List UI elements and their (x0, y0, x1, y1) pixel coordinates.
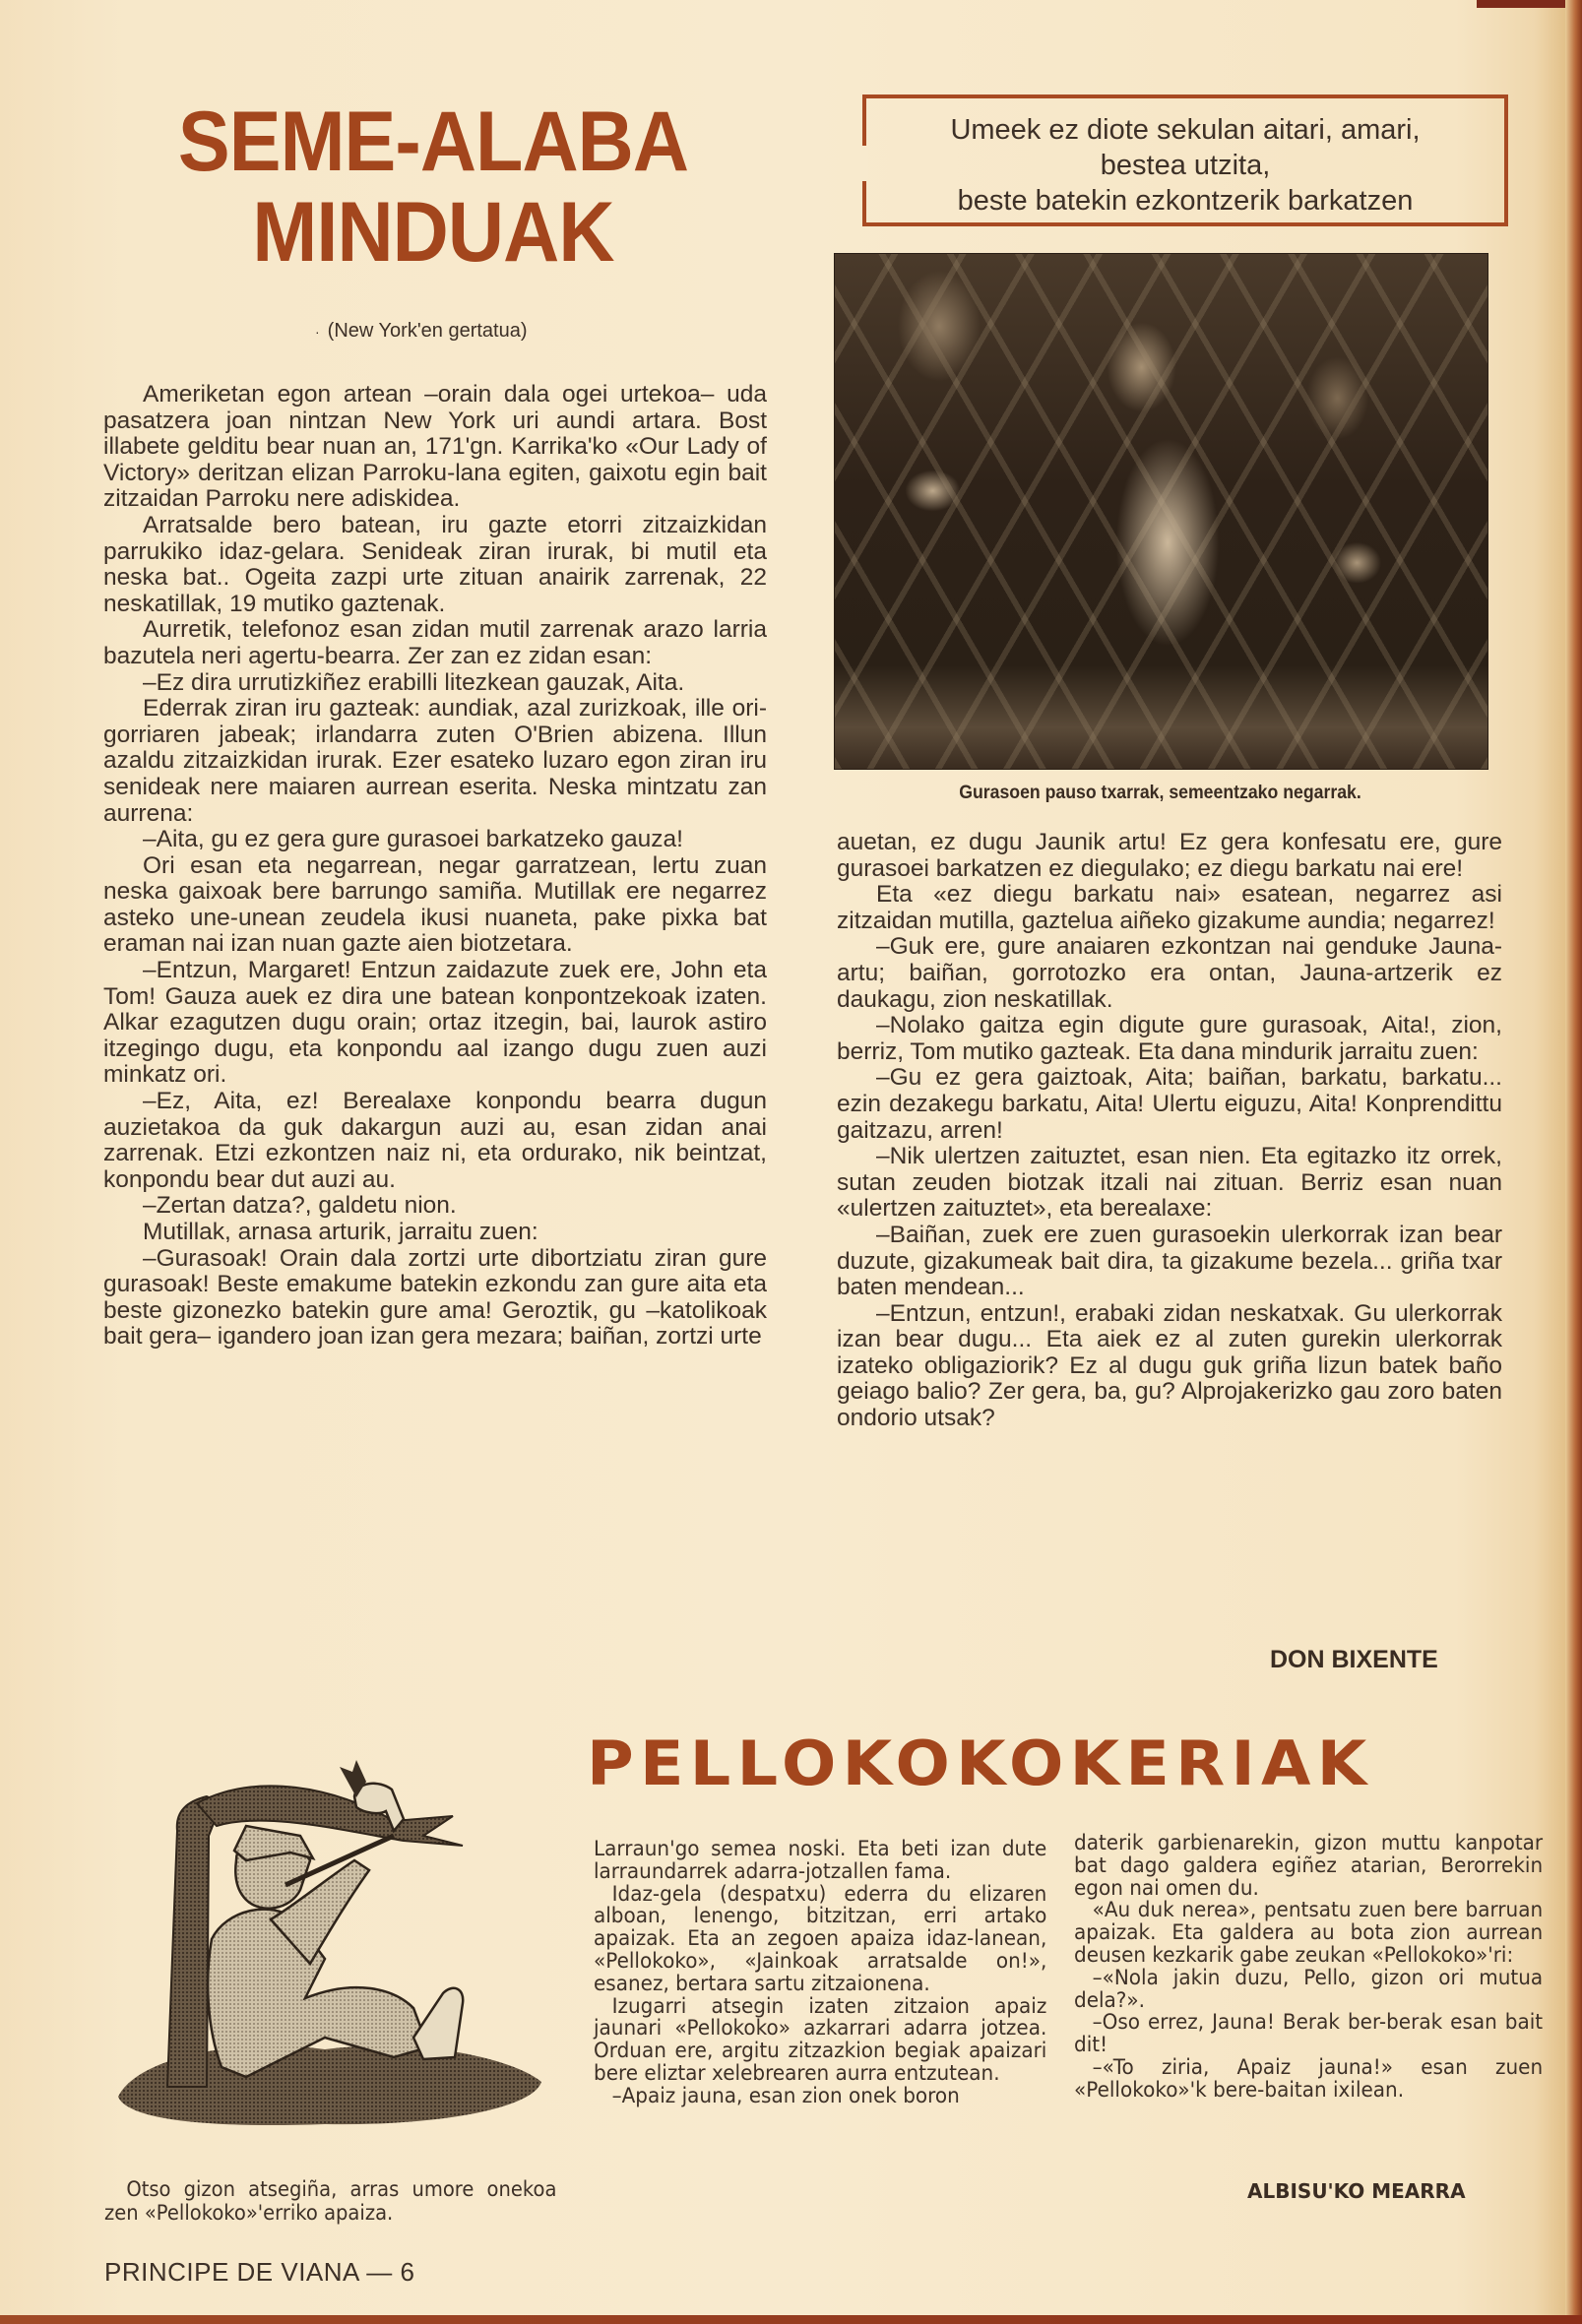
paragraph: –Ez, Aita, ez! Berealaxe konpondu bearra dugun auzietakoa da guk dakargun auzi au, esan zidan anai zarrenak. Etzi ezkontzen naiz ni, eta ordurako, nik beintzat, konpondu bear dut auzi au. (103, 1088, 767, 1193)
article-body-right-column (837, 830, 1502, 1432)
pellokoko-column-2 (1074, 1833, 1543, 2103)
paragraph: Eta «ez diegu barkatu nai» esatean, negarrez asi zitzaidan mutilla, gaztelua aiñeko gizakume aundia; negarrez! (837, 881, 1502, 934)
paragraph: –«Nola jakin duzu, Pello, gizon ori mutua dela?». (1074, 1965, 1544, 2013)
article-title-line1: SEME-ALABA (177, 94, 689, 189)
article-photo (834, 253, 1488, 770)
article-subtitle (315, 320, 528, 343)
pull-quote-border-gap (860, 146, 868, 181)
page-edge-bottom (0, 2315, 1582, 2324)
pellokoko-column-1 (594, 1839, 1046, 2108)
pull-quote-line1: Umeek ez diote sekulan aitari, amari, (950, 114, 1421, 146)
article-title (153, 96, 714, 278)
pellokoko-title: PELLOKOKOKERIAK (587, 1727, 1373, 1799)
pull-quote-line3: beste batekin ezkontzerik barkatzen (957, 185, 1414, 217)
bullet-icon: · (315, 324, 320, 340)
paragraph: Ederrak ziran iru gazteak: aundiak, azal zurizkoak, ille ori-gorriaren jabeak; irlandarra zuten O'Brien abizena. Illun azaldu zitzaizkidan irurak. Ezer esateko luzaro egon ziran iru senideak nere maiaren aurrean eserita. Neska mintzatu zan aurrena: (103, 695, 767, 827)
paragraph: Aurretik, telefonoz esan zidan mutil zarrenak arazo larria bazutela neri agertu-bearra. Zer zan ez zidan esan: (103, 616, 767, 669)
paragraph: Ameriketan egon artean –orain dala ogei urtekoa– uda pasatzera joan nintzan New York uri aundi artara. Bost illabete gelditu bear nuan an, 171'gn. Karrika'ko «Our Lady of Victory» deritzan elizan Parroku-lana egiten, gaixotu egin bait zitzaidan Parroku nere adiskidea. (103, 381, 767, 513)
article-byline: DON BIXENTE (1270, 1646, 1438, 1673)
paragraph: –Zertan datza?, galdetu nion. (143, 1192, 457, 1220)
paragraph: –Entzun, Margaret! Entzun zaidazute zuek ere, John eta Tom! Gauza auek ez dira une batean konpontzekoak izaten. Alkar ezagutzen dugu orain; ortaz itzegin, bai, laurok astiro itzegingo dugu, eta konpondu aal izango dugu zuen auzi minkatz ori. (103, 957, 767, 1089)
paragraph: –«To ziria, Apaiz jauna!» esan zuen «Pellokoko»'k bere-baitan ixilean. (1074, 2054, 1544, 2103)
publication-name: PRINCIPE DE VIANA (104, 2257, 359, 2287)
article-body-left-column (103, 382, 767, 1350)
paragraph: Izugarri atsegin izaten zitzaion apaiz jaunari «Pellokoko» azkarrari adarra jotzea. Orduan ere, argitu zitzazkion begiak apaizari bere eliztar xelebrearen aurra entzutean. (594, 1993, 1047, 2086)
pull-quote-box (862, 94, 1508, 226)
man-foot (413, 1988, 463, 2059)
tree-branch (197, 1786, 463, 1846)
paragraph: –Aita, gu ez gera gure gurasoei barkatzeko gauza! (143, 826, 683, 853)
paragraph: –Gurasoak! Orain dala zortzi urte dibortziatu ziran gure gurasoak! Beste emakume batekin ezkondu zan gure aita eta beste gizonezko batekin gure ama! Geroztik, gu –katolikoak bait gera– igandero joan izan gera mezara; baiñan, zortzi urte (103, 1244, 767, 1350)
paragraph: –Baiñan, zuek ere zuen gurasoekin ulerkorrak izan bear duzute, gizakumeak bait dira, ta gizakume bezela... griña txar baten mendean... (837, 1221, 1502, 1301)
paragraph: Larraun'go semea noski. Eta beti izan dute larraundarrek adarra-jotzallen fama. (594, 1837, 1047, 1884)
flute-player-illustration (98, 1742, 561, 2136)
paragraph: –Gu ez gera gaiztoak, Aita; baiñan, barkatu, barkatu... ezin dezakegu barkatu, Aita! Ulertu eiguzu, Aita! Konprendittu gaitzazu, arren! (837, 1064, 1502, 1144)
page-edge-right (1565, 0, 1582, 2324)
footer-separator: — (366, 2257, 393, 2287)
paragraph: «Au duk nerea», pentsatu zuen bere barruan apaizak. Eta galdera au bota zion aurrean deusen kezkarik gabe zeukan «Pellokoko»'ri: (1074, 1898, 1544, 1968)
paragraph: –Oso errez, Jauna! Berak ber-berak esan bait dit! (1074, 2010, 1544, 2058)
paragraph: –Apaiz jauna, esan zion onek boron (611, 2083, 960, 2108)
paragraph: auetan, ez dugu Jaunik artu! Ez gera konfesatu ere, gure gurasoei barkatzen ez diegulako; ez diegu barkatu nai ere! (837, 829, 1502, 882)
page-footer (104, 2257, 414, 2288)
page-number: 6 (400, 2257, 415, 2287)
paragraph: daterik garbienarekin, gizon muttu kanpotar bat dago galdera egiñez atarian, Berorrekin egon nai omen du. (1074, 1831, 1544, 1901)
illustration-caption (104, 2177, 556, 2225)
article-title-line2: MINDUAK (252, 185, 614, 280)
paragraph: Ori esan eta negarrean, negar garratzean, lertu zuan neska gaixoak bere barrungo samiña. Mutillak ere negarrez asteko une-unean zeudela ikusi nuaneta, pake pixka bat eraman nai izan nuan gazte aien biotzetara. (103, 851, 767, 958)
paragraph: Idaz-gela (despatxu) ederra du elizaren alboan, lenengo, bitzitzan, erri artako apaizak. Eta an zegoen apaiza idaz-lanean, «Pellokoko», «Jainkoak arratsalde on!», esanez, bertara sartu zitzaionena. (594, 1881, 1047, 1996)
paragraph: –Nik ulertzen zaituztet, esan nien. Eta egitazko itz orrek, sutan zeuden biotzak itzali nai zituan. Berriz esan nuan «ulertzen zaituztet», eta berealaxe: (837, 1143, 1502, 1223)
article-subtitle-text: (New York'en gertatua) (327, 320, 528, 342)
paragraph: Mutillak, arnasa arturik, jarraitu zuen: (143, 1219, 538, 1245)
illustration-caption-text: Otso gizon atsegiña, arras umore onekoa zen «Pellokoko»'erriko apaiza. (104, 2177, 557, 2225)
paragraph: –Ez dira urrutizkiñez erabilli litezkean gauzak, Aita. (143, 668, 685, 696)
pellokoko-byline: ALBISU'KO MEARRA (1247, 2179, 1466, 2203)
paragraph: Arratsalde bero batean, iru gazte etorri zitzaizkidan parrukiko idaz-gelara. Senideak ziran irurak, bi mutil eta neska bat.. Ogeita zazpi urte zituan anairik zarrenak, 22 neskatillak, 19 mutiko gaztenak. (103, 511, 767, 617)
photo-caption: Gurasoen pauso txarrak, semeentzako negarrak. (959, 783, 1361, 803)
pull-quote-line2: bestea utzita, (1100, 150, 1271, 181)
paragraph: –Nolako gaitza egin digute gure gurasoak, Aita!, zion, berriz, Tom mutiko gazteak. Eta dana mindurik jarraitu zuen: (837, 1012, 1502, 1065)
paragraph: –Guk ere, gure anaiaren ezkontzan nai genduke Jauna-artu; baiñan, gorrotozko era ontan, Jauna-artzerik ez daukagu, zion neskatillak. (837, 933, 1502, 1013)
paragraph: –Entzun, entzun!, erabaki zidan neskatxak. Gu ulerkorrak izan bear dugu... Eta aiek ez al zuten gurekin ulerkorrak izateko obligaziorik? Ez al dugu guk griña lizun batek baño geiago balio? Zer gera, ba, gu? Alprojakerizko gau zoro baten ondorio utsak? (837, 1299, 1502, 1432)
man-cap (234, 1826, 313, 1860)
